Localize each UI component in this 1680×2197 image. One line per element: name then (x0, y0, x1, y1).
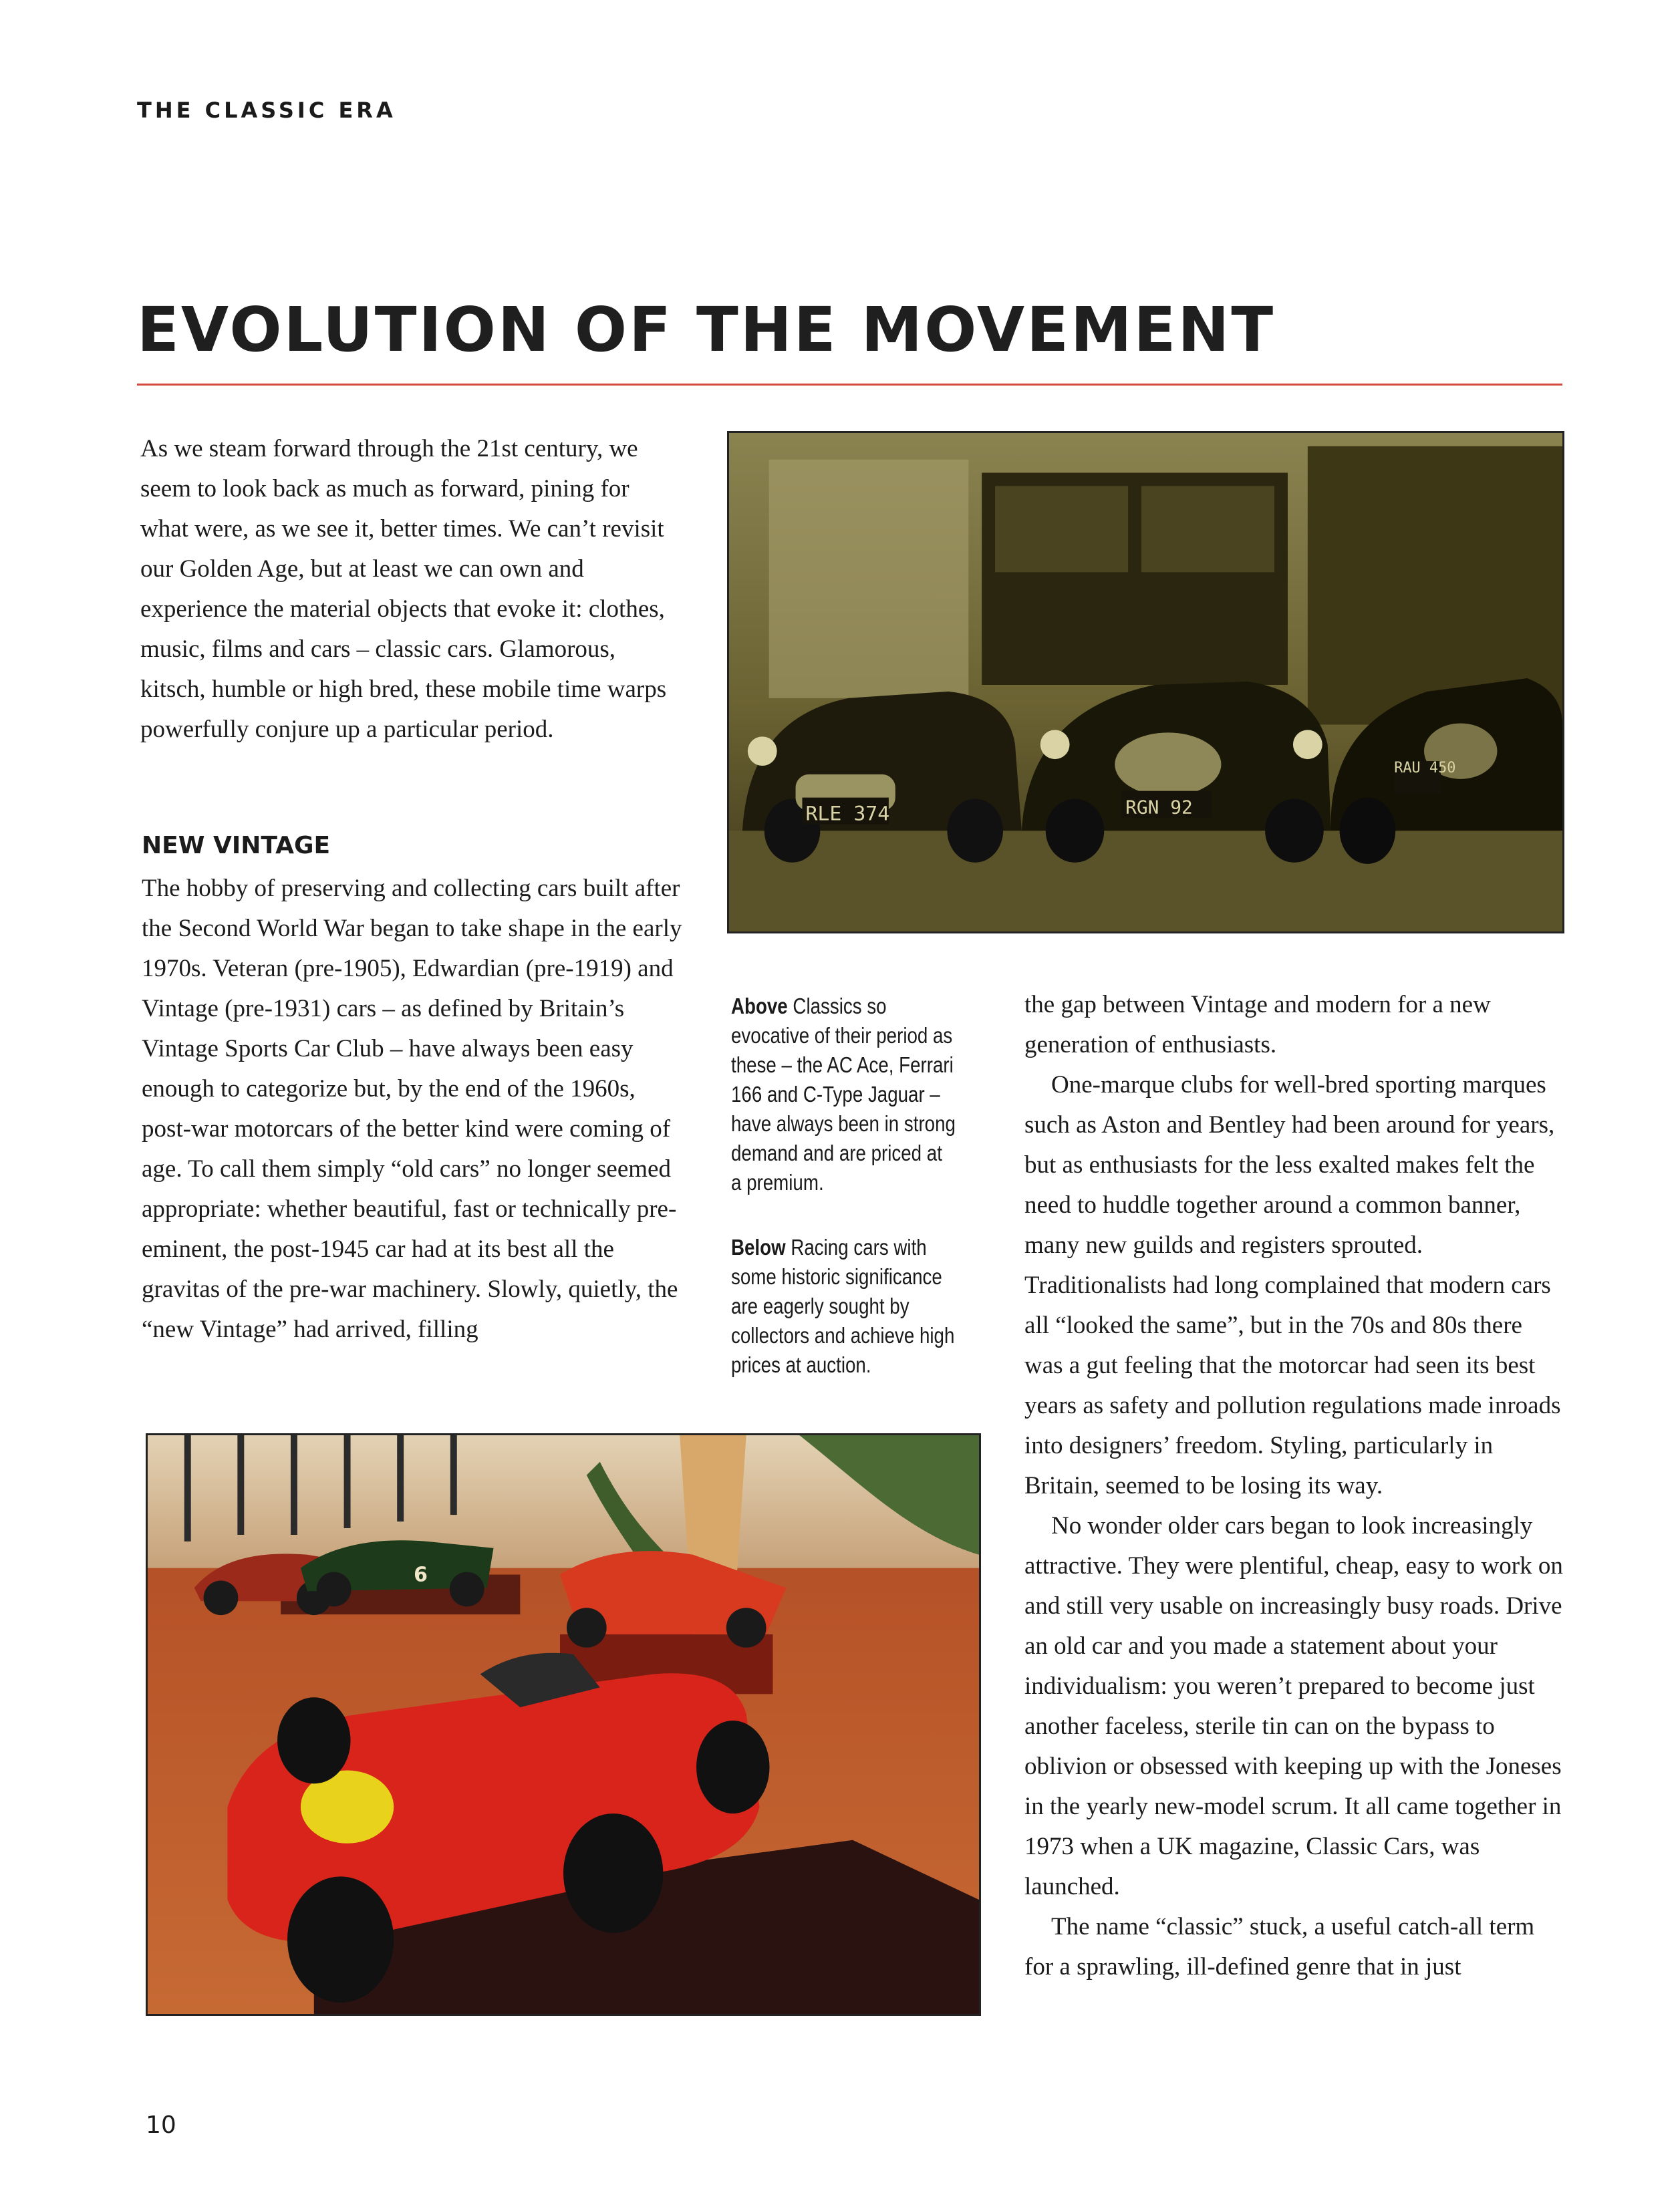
caption-below (731, 1233, 956, 1380)
column3-paragraph-4: The name “classic” stuck, a useful catch-all term for a sprawling, ill-defined genre that in just (1024, 1913, 1535, 1981)
column3-paragraph-3: No wonder older cars began to look increasingly attractive. They were plentiful, cheap, easy to work on and still very usable on increasingly busy roads. Drive an old car and you made a statement about your individualism: you weren’t prepared to become just another faceless, sterile tin can on the bypass to oblivion or obsessed with keeping up with the Joneses in the yearly new-model scrum. It all came together in 1973 when a UK magazine, Classic Cars, was launched. (1024, 1512, 1563, 1900)
caption-below-text: Racing cars with some historic significance are eagerly sought by collectors and achieve high prices at auction. (731, 1235, 955, 1377)
column3-paragraph-1: the gap between Vintage and modern for a new generation of enthusiasts. (1024, 991, 1491, 1058)
article-column-3 (1024, 985, 1566, 1987)
running-head: THE CLASSIC ERA (137, 98, 396, 123)
intro-paragraph: As we steam forward through the 21st century, we seem to look back as much as forward, pining for what were, as we see it, better times. We can’t revisit our Golden Age, but at least we can own and experience the material objects that evoke it: clothes, music, films and cars – classic cars. Glamorous, kitsch, humble or high bred, these mobile time warps powerfully conjure up a particular period. (140, 435, 667, 743)
section-subhead: NEW VINTAGE (142, 832, 331, 859)
page-title: EVOLUTION OF THE MOVEMENT (137, 294, 1276, 365)
car-number-6: 6 (414, 1563, 428, 1587)
caption-above-label: Above (731, 994, 788, 1018)
racing-cars-photo (146, 1433, 981, 2016)
column3-paragraph-2: One-marque clubs for well-bred sporting marques such as Aston and Bentley had been around for years, but as enthusiasts for the less exalted makes felt the need to huddle together around a common banner, many new guilds and registers sprouted. Traditionalists had long complained that modern cars all “looked the same”, but in the 70s and 80s there was a gut feeling that the motorcar had seen its best years as safety and pollution regulations made inroads into designers’ freedom. Styling, particularly in Britain, seemed to be losing its way. (1024, 1071, 1561, 1499)
page-number: 10 (146, 2111, 176, 2139)
plate-rle-374: RLE 374 (805, 802, 890, 826)
title-rule (137, 384, 1562, 386)
section-paragraph: The hobby of preserving and collecting cars built after the Second World War began to take shape in the early 1970s. Veteran (pre-1905), Edwardian (pre-1919) and Vintage (pre-1931) cars – as defined by Britain’s Vintage Sports Car Club – have always been easy enough to categorize but, by the end of the 1960s, post-war motorcars of the better kind were coming of age. To call them simply “old cars” no longer seemed appropriate: whether beautiful, fast or technically pre-eminent, the post-1945 car had at its best all the gravitas of the pre-war machinery. Slowly, quietly, the “new Vintage” had arrived, filling (142, 875, 682, 1343)
plate-rau-450: RAU 450 (1394, 759, 1456, 776)
caption-above (731, 992, 956, 1197)
caption-above-text: Classics so evocative of their period as these – the AC Ace, Ferrari 166 and C-Type Jaguar – have always been in strong demand and are priced at a premium. (731, 994, 956, 1195)
plate-rgn-92: RGN 92 (1125, 796, 1193, 819)
caption-below-label: Below (731, 1235, 786, 1260)
garage-classics-photo (727, 431, 1564, 933)
